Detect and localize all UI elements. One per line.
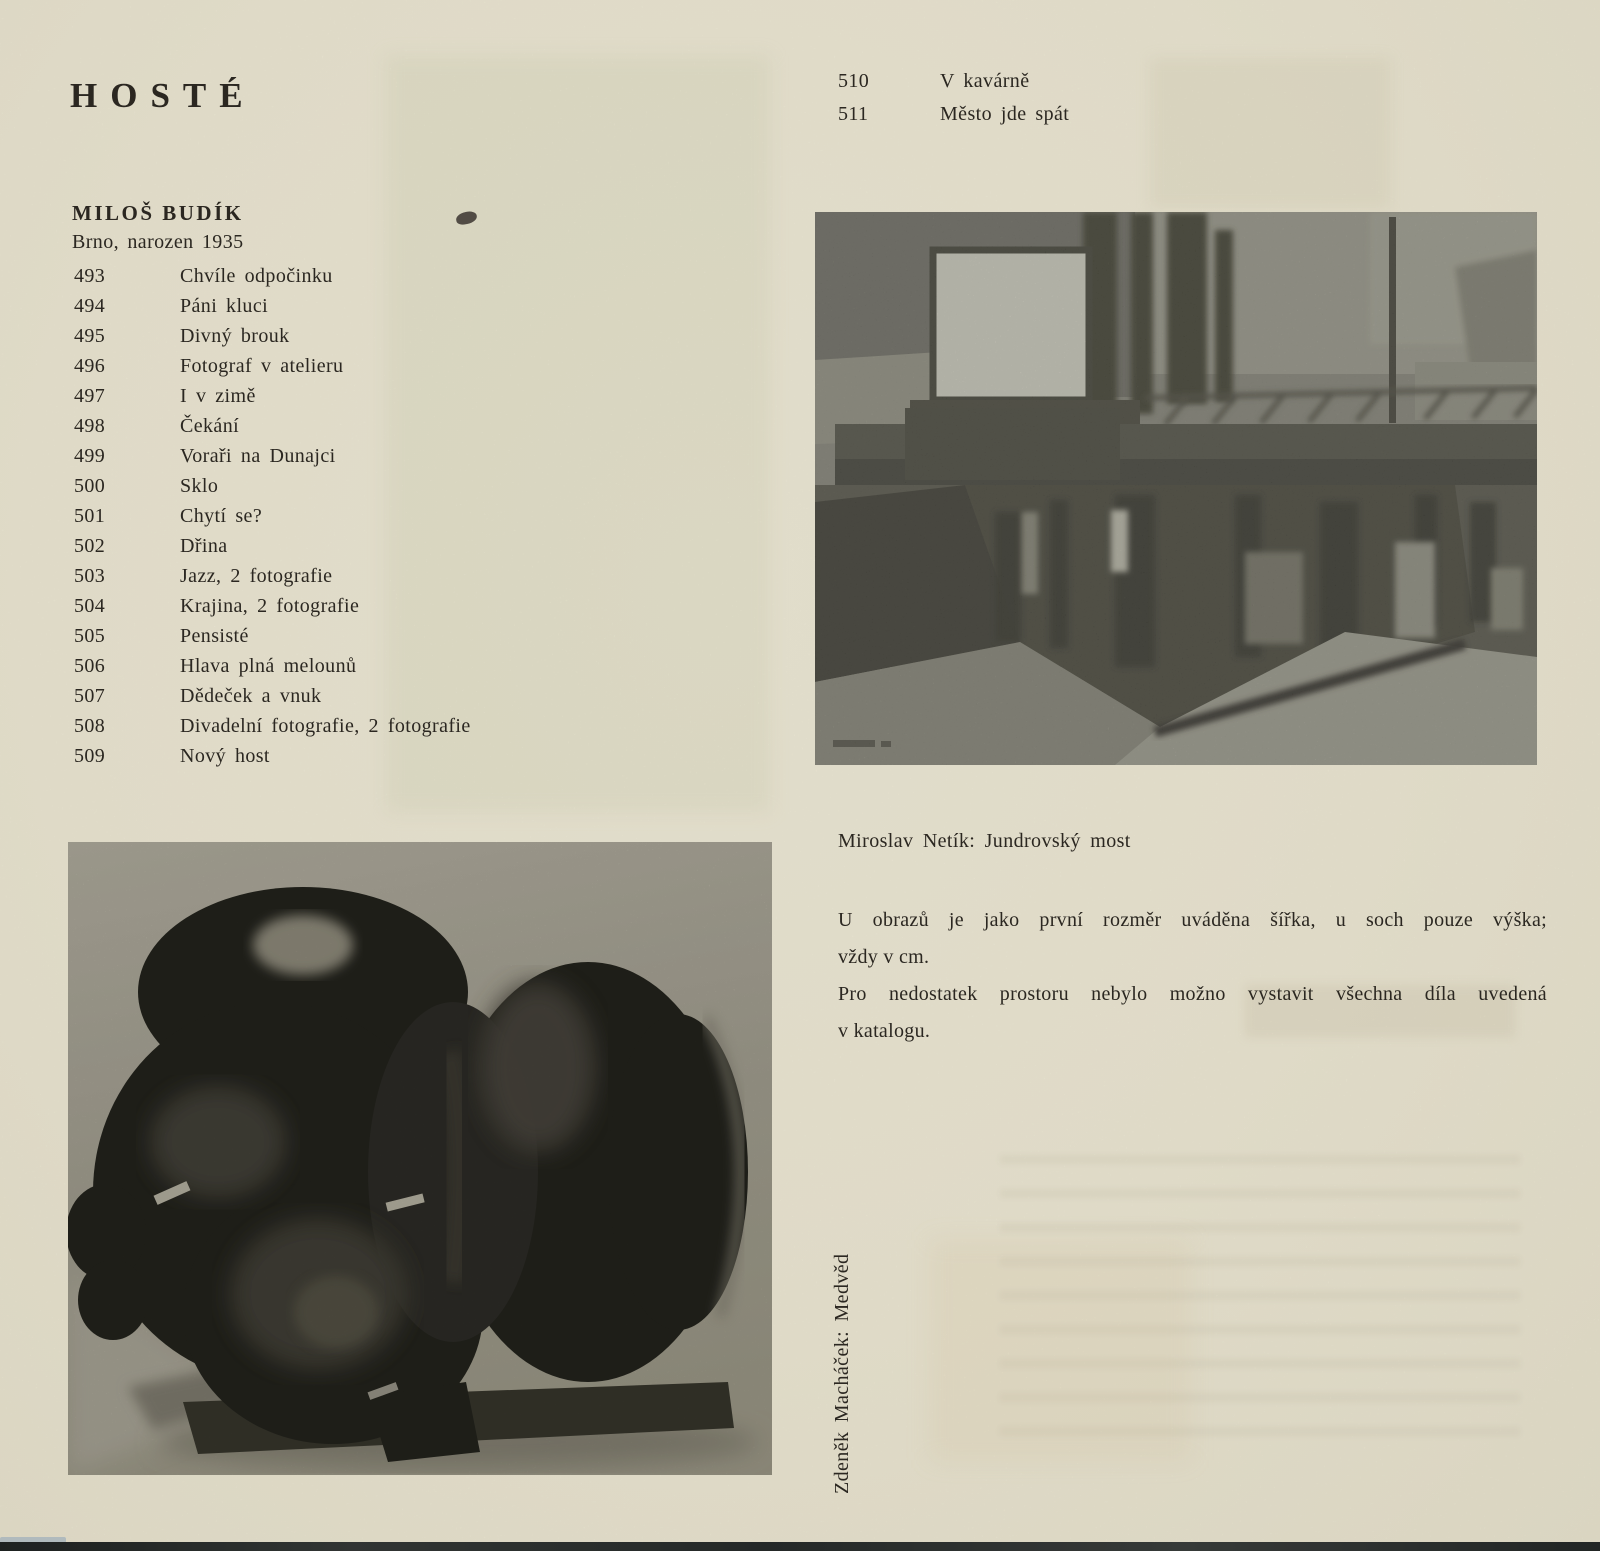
- work-number: 501: [74, 505, 106, 527]
- page-title: HOSTÉ: [70, 76, 256, 115]
- artist-birth: Brno, narozen 1935: [72, 231, 244, 253]
- work-title: Chvíle odpočinku: [180, 265, 333, 287]
- work-number: 502: [74, 535, 106, 557]
- notes-line: Pro nedostatek prostoru nebylo možno vystavit všechna díla uvedená: [838, 983, 1547, 1005]
- works-list-continued: [838, 70, 1458, 136]
- work-row: [74, 535, 734, 565]
- work-row: [74, 655, 734, 685]
- work-title: Čekání: [180, 415, 240, 437]
- works-list: [74, 265, 734, 775]
- work-row: [74, 295, 734, 325]
- work-number: 504: [74, 595, 106, 617]
- work-title: I v zimě: [180, 385, 256, 407]
- work-number: 500: [74, 475, 106, 497]
- work-row: [74, 325, 734, 355]
- work-title: Fotograf v atelieru: [180, 355, 344, 377]
- sculpture-photo: [68, 842, 772, 1475]
- work-row: [74, 595, 734, 625]
- notes-paragraph: [838, 902, 1547, 1050]
- work-number: 497: [74, 385, 106, 407]
- work-row: [74, 385, 734, 415]
- work-row: [74, 475, 734, 505]
- work-number: 508: [74, 715, 106, 737]
- work-number: 494: [74, 295, 106, 317]
- work-title: Pensisté: [180, 625, 249, 647]
- work-row: [74, 415, 734, 445]
- bleedthrough-text-lines: [1000, 1155, 1520, 1455]
- work-number: 506: [74, 655, 106, 677]
- work-row: [838, 70, 1458, 103]
- work-number: 499: [74, 445, 106, 467]
- ink-spot: [455, 210, 478, 226]
- work-title: Sklo: [180, 475, 219, 497]
- work-number: 509: [74, 745, 106, 767]
- notes-line: v katalogu.: [838, 1020, 931, 1042]
- work-number: 507: [74, 685, 106, 707]
- work-title: Divadelní fotografie, 2 fotografie: [180, 715, 471, 737]
- work-row: [74, 505, 734, 535]
- work-title: Páni kluci: [180, 295, 269, 317]
- work-number: 495: [74, 325, 106, 347]
- work-number: 498: [74, 415, 106, 437]
- work-title: Hlava plná melounů: [180, 655, 357, 677]
- work-number: 496: [74, 355, 106, 377]
- work-row: [74, 565, 734, 595]
- work-number: 503: [74, 565, 106, 587]
- bridge-photo-caption: Miroslav Netík: Jundrovský most: [838, 830, 1131, 852]
- bridge-painting-photo: [815, 212, 1537, 765]
- notes-line: vždy v cm.: [838, 946, 930, 968]
- work-title: Divný brouk: [180, 325, 290, 347]
- scan-edge-strip: [0, 1542, 1600, 1551]
- work-title: Nový host: [180, 745, 270, 767]
- work-title: Krajina, 2 fotografie: [180, 595, 360, 617]
- work-title: Chytí se?: [180, 505, 263, 527]
- work-row: [74, 685, 734, 715]
- work-title: Jazz, 2 fotografie: [180, 565, 333, 587]
- notes-line: U obrazů je jako první rozměr uváděna šířka, u soch pouze výška;: [838, 909, 1547, 931]
- work-number: 493: [74, 265, 106, 287]
- work-row: [74, 265, 734, 295]
- work-row: [838, 103, 1458, 136]
- work-number: 505: [74, 625, 106, 647]
- work-number: 511: [838, 103, 869, 125]
- work-title: Voraři na Dunajci: [180, 445, 336, 467]
- work-title: V kavárně: [940, 70, 1030, 92]
- work-title: Dědeček a vnuk: [180, 685, 322, 707]
- artist-name: MILOŠ BUDÍK: [72, 201, 244, 225]
- work-row: [74, 355, 734, 385]
- work-title: Město jde spát: [940, 103, 1070, 125]
- paper-stain: [930, 1240, 1190, 1460]
- work-row: [74, 745, 734, 775]
- work-row: [74, 445, 734, 475]
- work-number: 510: [838, 70, 870, 92]
- sculpture-photo-caption: Zdeněk Macháček: Medvěd: [831, 1253, 853, 1494]
- work-row: [74, 715, 734, 745]
- work-row: [74, 625, 734, 655]
- work-title: Dřina: [180, 535, 228, 557]
